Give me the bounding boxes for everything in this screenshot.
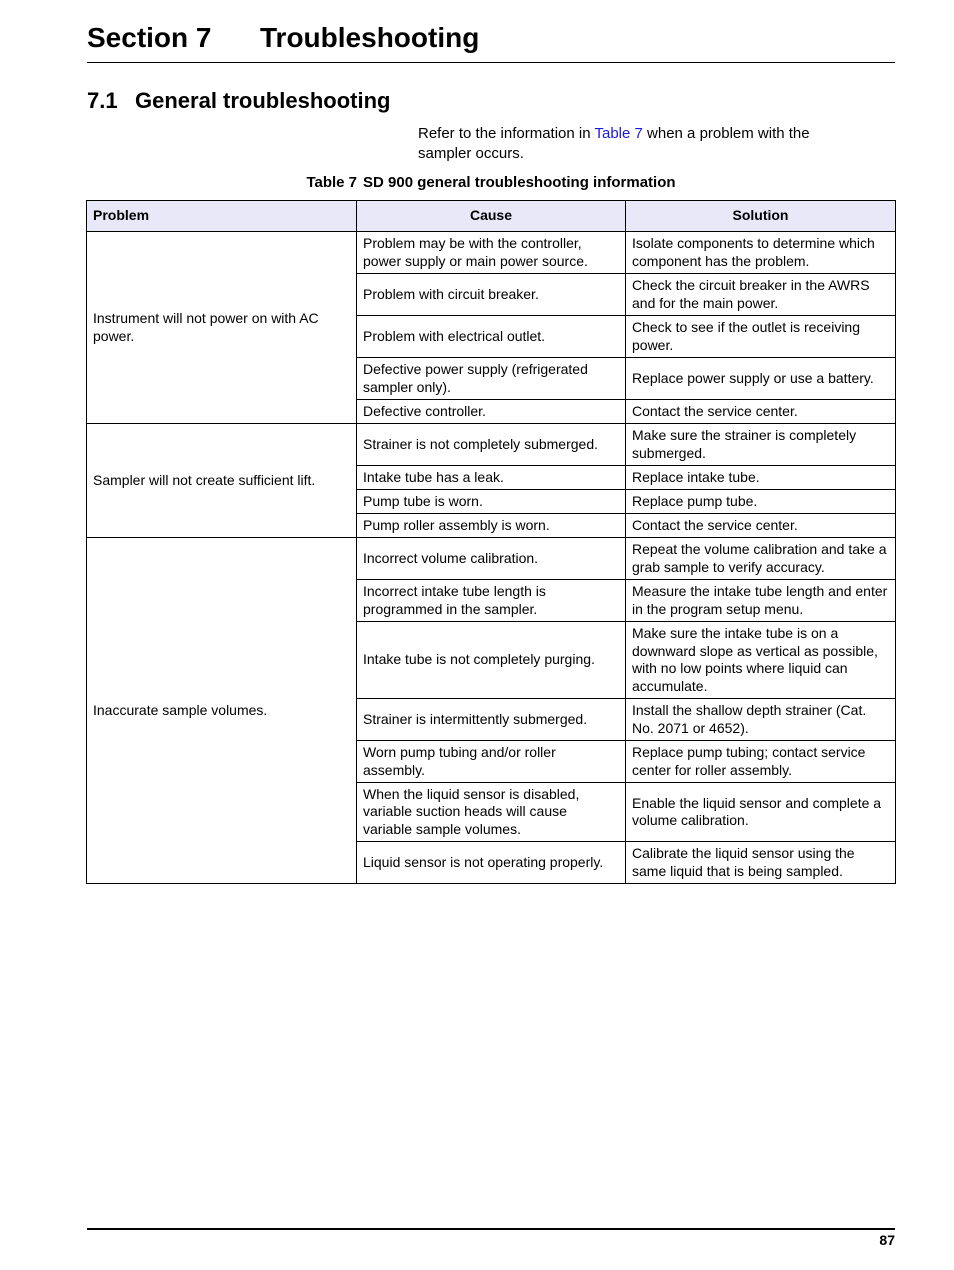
cause-cell: Incorrect volume calibration. [357,538,626,580]
solution-cell: Repeat the volume calibration and take a grab sample to verify accuracy. [626,538,896,580]
table-caption-title: SD 900 general troubleshooting information [363,174,676,191]
cause-cell: Incorrect intake tube length is programmed in the sampler. [357,580,626,622]
section-heading [87,18,895,63]
table-row [87,538,896,580]
problem-cell: Inaccurate sample volumes. [87,538,357,884]
solution-cell: Replace intake tube. [626,466,896,490]
cause-cell: When the liquid sensor is disabled, variable suction heads will cause variable sample volumes. [357,783,626,842]
troubleshooting-table [86,200,896,884]
subsection-title: General troubleshooting [135,88,391,113]
table-7-link[interactable]: Table 7 [594,125,643,142]
solution-cell: Check to see if the outlet is receiving power. [626,316,896,358]
cause-cell: Pump roller assembly is worn. [357,514,626,538]
table-caption-label: Table 7 [306,174,358,191]
solution-cell: Enable the liquid sensor and complete a volume calibration. [626,783,896,842]
page-number: 87 [879,1232,895,1248]
section-title: Troubleshooting [260,22,480,53]
solution-cell: Replace power supply or use a battery. [626,358,896,400]
header-cause: Cause [357,201,626,232]
cause-cell: Problem with circuit breaker. [357,274,626,316]
table-row [87,424,896,466]
cause-cell: Intake tube has a leak. [357,466,626,490]
intro-text-after: when a problem with the sampler occurs. [418,125,810,162]
solution-cell: Replace pump tubing; contact service center for roller assembly. [626,741,896,783]
solution-cell: Make sure the intake tube is on a downward slope as vertical as possible, with no low points where liquid can accumulate. [626,622,896,699]
cause-cell: Defective controller. [357,400,626,424]
subsection-number: 7.1 [87,88,118,113]
table-body [87,232,896,884]
solution-cell: Contact the service center. [626,514,896,538]
footer-rule [87,1228,895,1230]
section-number: Section 7 [87,22,212,53]
subsection-heading [87,86,390,116]
cause-cell: Problem with electrical outlet. [357,316,626,358]
problem-cell: Instrument will not power on with AC power. [87,232,357,424]
cause-cell: Intake tube is not completely purging. [357,622,626,699]
solution-cell: Isolate components to determine which component has the problem. [626,232,896,274]
table-caption [87,173,895,193]
cause-cell: Worn pump tubing and/or roller assembly. [357,741,626,783]
cause-cell: Strainer is intermittently submerged. [357,699,626,741]
cause-cell: Strainer is not completely submerged. [357,424,626,466]
table-header-row [87,201,896,232]
table-row [87,232,896,274]
header-problem: Problem [87,201,357,232]
header-solution: Solution [626,201,896,232]
cause-cell: Pump tube is worn. [357,490,626,514]
intro-paragraph [418,124,858,164]
cause-cell: Liquid sensor is not operating properly. [357,842,626,884]
solution-cell: Install the shallow depth strainer (Cat. No. 2071 or 4652). [626,699,896,741]
solution-cell: Check the circuit breaker in the AWRS and for the main power. [626,274,896,316]
solution-cell: Contact the service center. [626,400,896,424]
solution-cell: Measure the intake tube length and enter in the program setup menu. [626,580,896,622]
cause-cell: Defective power supply (refrigerated sampler only). [357,358,626,400]
cause-cell: Problem may be with the controller, power supply or main power source. [357,232,626,274]
solution-cell: Make sure the strainer is completely submerged. [626,424,896,466]
problem-cell: Sampler will not create sufficient lift. [87,424,357,538]
solution-cell: Calibrate the liquid sensor using the same liquid that is being sampled. [626,842,896,884]
intro-text-before: Refer to the information in [418,125,595,142]
solution-cell: Replace pump tube. [626,490,896,514]
